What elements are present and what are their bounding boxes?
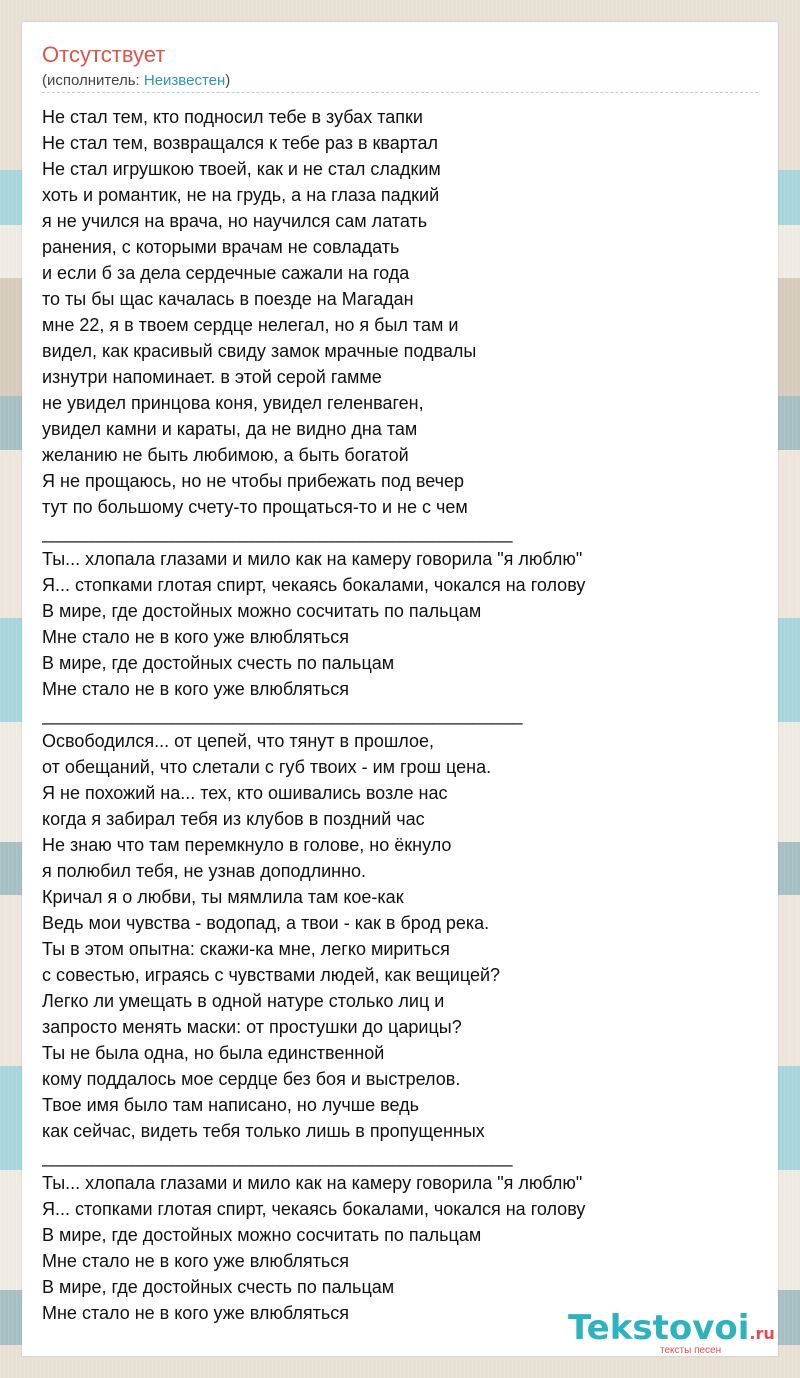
lyric-line: Мне стало не в кого уже влюбляться bbox=[42, 1303, 350, 1323]
lyric-line: В мире, где достойных можно сосчитать по пальцам bbox=[42, 601, 482, 621]
lyric-line: В мире, где достойных счесть по пальцам bbox=[42, 1277, 395, 1297]
logo-name: Tekstovoi bbox=[568, 1308, 750, 1348]
lyric-line: кому поддалось мое сердце без боя и выстрелов. bbox=[42, 1069, 461, 1089]
lyric-line: то ты бы щас качалась в поезде на Магадан bbox=[42, 289, 414, 309]
section-separator: _______________________________________________ bbox=[42, 1147, 513, 1167]
artist-link[interactable]: Неизвестен bbox=[143, 72, 226, 89]
lyric-line: от обещаний, что слетали с губ твоих - им грош цена. bbox=[42, 757, 492, 777]
lyric-line: Я... стопками глотая спирт, чекаясь бокалами, чокался на голову bbox=[42, 575, 586, 595]
lyric-line: мне 22, я в твоем сердце нелегал, но я был там и bbox=[42, 315, 459, 335]
artist-suffix: ) bbox=[225, 72, 231, 89]
lyric-line: Освободился... от цепей, что тянут в прошлое, bbox=[42, 731, 435, 751]
lyric-line: Ты в этом опытна: скажи-ка мне, легко мириться bbox=[42, 939, 450, 959]
lyrics-card bbox=[22, 22, 778, 1356]
lyric-line: Я... стопками глотая спирт, чекаясь бокалами, чокался на голову bbox=[42, 1199, 586, 1219]
lyric-line: тут по большому счету-то прощаться-то и не с чем bbox=[42, 497, 468, 517]
lyric-line: и если б за дела сердечные сажали на года bbox=[42, 263, 410, 283]
lyric-line: Ты... хлопала глазами и мило как на камеру говорила "я люблю" bbox=[42, 1173, 583, 1193]
lyric-line: Ты не была одна, но была единственной bbox=[42, 1043, 385, 1063]
lyric-line: изнутри напоминает. в этой серой гамме bbox=[42, 367, 382, 387]
lyric-line: Мне стало не в кого уже влюбляться bbox=[42, 1251, 350, 1271]
lyric-line: В мире, где достойных можно сосчитать по пальцам bbox=[42, 1225, 482, 1245]
lyric-line: желанию не быть любимою, а быть богатой bbox=[42, 445, 409, 465]
lyric-line: когда я забирал тебя из клубов в поздний час bbox=[42, 809, 425, 829]
lyric-line: ранения, с которыми врачам не совладать bbox=[42, 237, 400, 257]
lyric-line: Легко ли умещать в одной натуре столько лиц и bbox=[42, 991, 445, 1011]
lyric-line: Кричал я о любви, ты мямлила там кое-как bbox=[42, 887, 404, 907]
logo-tagline: тексты песен bbox=[660, 1345, 722, 1356]
lyric-line: Ведь мои чувства - водопад, а твои - как в брод река. bbox=[42, 913, 490, 933]
lyric-line: хоть и романтик, не на грудь, а на глаза падкий bbox=[42, 185, 440, 205]
lyric-line: Ты... хлопала глазами и мило как на камеру говорила "я люблю" bbox=[42, 549, 583, 569]
lyric-line: Я не похожий на... тех, кто ошивались возле нас bbox=[42, 783, 448, 803]
lyric-line: Я не прощаюсь, но не чтобы прибежать под вечер bbox=[42, 471, 465, 491]
lyric-line: я полюбил тебя, не узнав доподлинно. bbox=[42, 861, 367, 881]
lyric-line: Мне стало не в кого уже влюбляться bbox=[42, 627, 350, 647]
lyric-line: Твое имя было там написано, но лучше ведь bbox=[42, 1095, 420, 1115]
lyric-line: Не стал тем, возвращался к тебе раз в квартал bbox=[42, 133, 438, 153]
title-divider bbox=[42, 92, 758, 93]
lyric-line: Не стал игрушкою твоей, как и не стал сладким bbox=[42, 159, 441, 179]
lyric-line: Не знаю что там перемкнуло в голове, но ёкнуло bbox=[42, 835, 452, 855]
song-title: Отсутствует bbox=[42, 42, 166, 67]
lyric-line: В мире, где достойных счесть по пальцам bbox=[42, 653, 395, 673]
lyric-line: видел, как красивый свиду замок мрачные подвалы bbox=[42, 341, 477, 361]
lyric-line: Мне стало не в кого уже влюбляться bbox=[42, 679, 350, 699]
lyrics-text bbox=[42, 104, 758, 1326]
artist-prefix: (исполнитель: bbox=[42, 72, 144, 89]
lyric-line: не увидел принцова коня, увидел геленваген, bbox=[42, 393, 424, 413]
lyric-line: как сейчас, видеть тебя только лишь в пропущенных bbox=[42, 1121, 485, 1141]
section-separator: _______________________________________________ bbox=[42, 523, 513, 543]
lyric-line: увидел камни и караты, да не видно дна там bbox=[42, 419, 418, 439]
artist-line bbox=[42, 72, 230, 89]
lyric-line: Не стал тем, кто подносил тебе в зубах тапки bbox=[42, 107, 423, 127]
lyric-line: я не учился на врача, но научился сам латать bbox=[42, 211, 428, 231]
section-separator: ________________________________________________ bbox=[42, 705, 523, 725]
lyric-line: с совестью, играясь с чувствами людей, как вещицей? bbox=[42, 965, 501, 985]
lyric-line: запросто менять маски: от простушки до царицы? bbox=[42, 1017, 462, 1037]
logo-tld: .ru bbox=[749, 1324, 775, 1343]
